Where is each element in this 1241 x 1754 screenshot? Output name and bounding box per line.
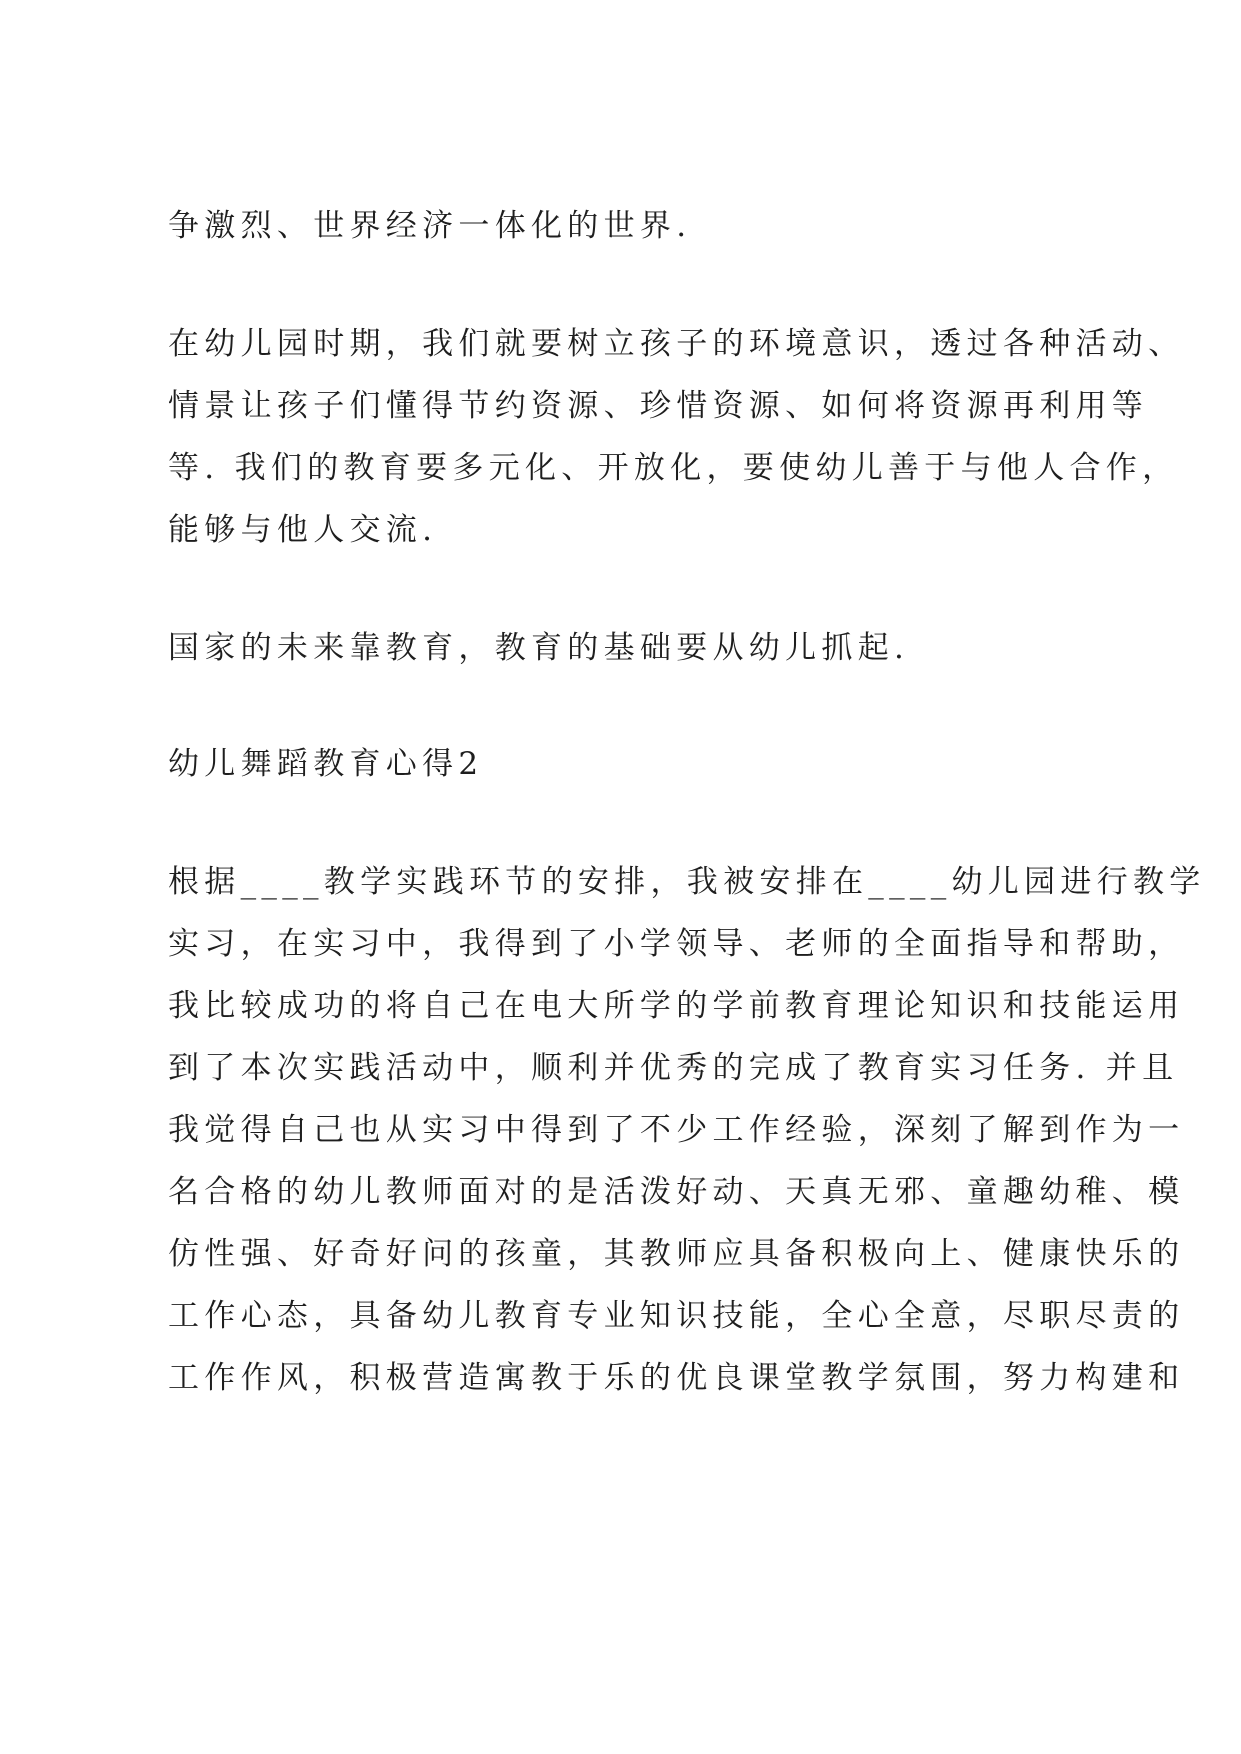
text-line: 根据____教学实践环节的安排，我被安排在____幼儿园进行教学 [168,864,1206,900]
section-heading: 幼儿舞蹈教育心得2 [168,746,484,782]
text-line: 能够与他人交流. [168,512,438,548]
text-line: 等. 我们的教育要多元化、开放化，要使幼儿善于与他人合作， [168,450,1179,486]
text-line: 仿性强、好奇好问的孩童，其教师应具备积极向上、健康快乐的 [168,1236,1185,1272]
text-line: 工作心态，具备幼儿教育专业知识技能，全心全意，尽职尽责的 [168,1298,1185,1334]
text-line: 争激烈、世界经济一体化的世界. [168,208,692,244]
text-line: 我比较成功的将自己在电大所学的学前教育理论知识和技能运用 [168,988,1185,1024]
text-line: 情景让孩子们懂得节约资源、珍惜资源、如何将资源再利用等 [168,388,1149,424]
text-line: 实习，在实习中，我得到了小学领导、老师的全面指导和帮助， [168,926,1185,962]
text-line: 在幼儿园时期，我们就要树立孩子的环境意识，透过各种活动、 [168,326,1185,362]
text-line: 名合格的幼儿教师面对的是活泼好动、天真无邪、童趣幼稚、模 [168,1174,1185,1210]
text-line: 我觉得自己也从实习中得到了不少工作经验，深刻了解到作为一 [168,1112,1185,1148]
text-line: 到了本次实践活动中，顺利并优秀的完成了教育实习任务. 并且 [168,1050,1179,1086]
text-line: 工作作风，积极营造寓教于乐的优良课堂教学氛围，努力构建和 [168,1360,1185,1396]
text-line: 国家的未来靠教育，教育的基础要从幼儿抓起. [168,630,910,666]
